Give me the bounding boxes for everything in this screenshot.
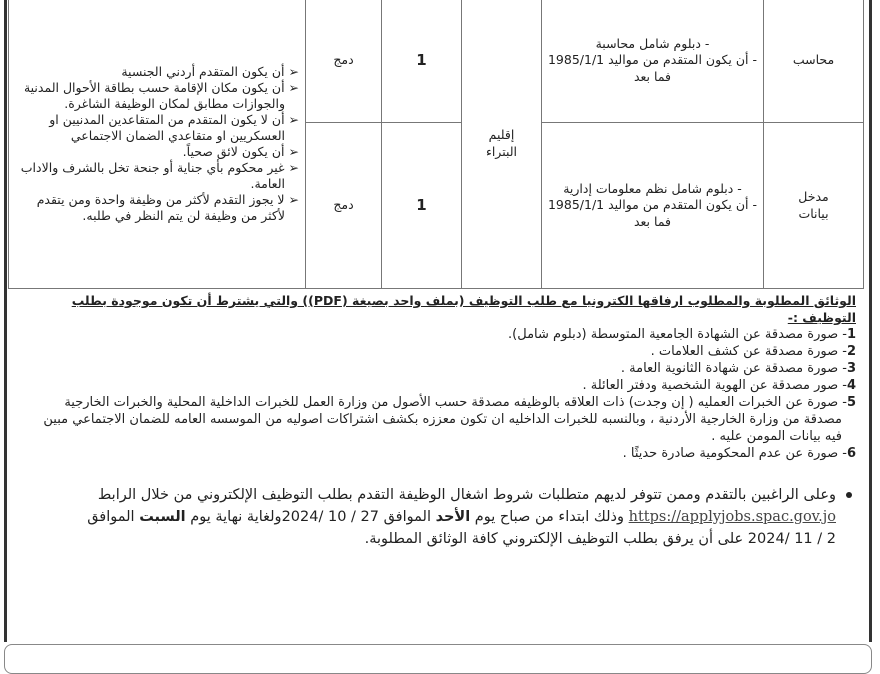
next-section-box [4,644,872,674]
document-item: 1- صورة مصدقة عن الشهادة الجامعية المتوسطة (دبلوم شامل). [508,327,856,342]
qualification-line: - أن يكون المتقدم من مواليد 1985/1/1 فما بعد [547,197,758,229]
condition-item: ➢ أن يكون لائق صحياً. [182,143,299,159]
application-instructions: وعلى الراغبين بالتقدم وممن تتوفر لديهم متطلبات شروط اشغال الوظيفة التقدم بطلب التوظيف الإلكتروني من خلال الرابط https://applyjobs.spac.gov.jo وذلك ابتداء من صباح يوم الأحد الموافق 27 / 10 /2024ولغاية نهاية يوم السبت الموافق 2 / 11 /2024 على أن يرفق بطلب التوظيف الإلكتروني كافة الوثائق المطلوبة. [20,484,856,550]
table-row [9,0,864,123]
condition-item: ➢ أن يكون مكان الإقامة حسب بطاقة الأحوال المدنية والجوازات مطابق لمكان الوظيفة الشاغرة. [23,79,299,111]
appointment-type: دمج [306,0,382,123]
region: إقليم البتراء [462,0,542,289]
document-item: 6- صورة عن عدم المحكومية صادرة حديثًا . [622,446,856,461]
document-item: 2- صورة مصدقة عن كشف العلامات . [650,344,856,359]
qualifications [542,123,764,289]
documents-heading: الوثائق المطلوبة والمطلوب ارفاقها الكترونيا مع طلب التوظيف (بملف واحد بصيغة (PDF)) والتي يشترط أن تكون موجودة بطلب التوظيف :- [71,293,856,325]
condition-item: ➢ لا يجوز التقدم لأكثر من وظيفة واحدة ومن يتقدم لأكثر من وظيفة لن يتم النظر في طلبه. [36,191,299,223]
qualification-line: - أن يكون المتقدم من مواليد 1985/1/1 فما بعد [547,52,758,84]
document-item: 5- صورة عن الخبرات العمليه ( إن وجدت) ذات العلاقه بالوظيفه مصدقة حسب الأصول من وزارة العمل للخبرات الداخلية المحلية والخبرات الخارجية مصدقة من وزارة الخارجية الأردنية ، وبالنسبه للخبرات الداخليه ان تكون معززه بكشف اشتراكات اصوليه من الموسسه العامه للضمان الاجتماعي مبين فيه بيانات المومن عليه . [43,395,856,444]
job-title: مدخل بيانات [764,123,864,289]
document-item: 3- صورة مصدقة عن شهادة الثانوية العامة . [620,361,856,376]
condition-item: ➢ أن لا يكون المتقدم من المتقاعدين المدنيين او العسكريين او متقاعدي الضمان الاجتماعي [49,111,299,143]
conditions [9,0,306,289]
qualification-line: - دبلوم شامل نظم معلومات إدارية [563,181,742,197]
job-title: محاسب [764,0,864,123]
appointment-type: دمج [306,123,382,289]
qualifications [542,0,764,123]
vacancy-count: 1 [382,0,462,123]
condition-item: ➢ أن يكون المتقدم أردني الجنسية [121,63,299,79]
qualification-line: - دبلوم شامل محاسبة [595,36,710,52]
jobs-table [8,0,864,289]
apply-link[interactable]: https://applyjobs.spac.gov.jo [628,509,836,525]
document-item: 4- صور مصدقة عن الهوية الشخصية ودفتر العائلة . [582,378,856,393]
documents-section [20,292,856,550]
vacancy-count: 1 [382,123,462,289]
condition-item: ➢ غير محكوم بأي جناية أو جنحة تخل بالشرف والاداب العامة. [20,159,299,191]
